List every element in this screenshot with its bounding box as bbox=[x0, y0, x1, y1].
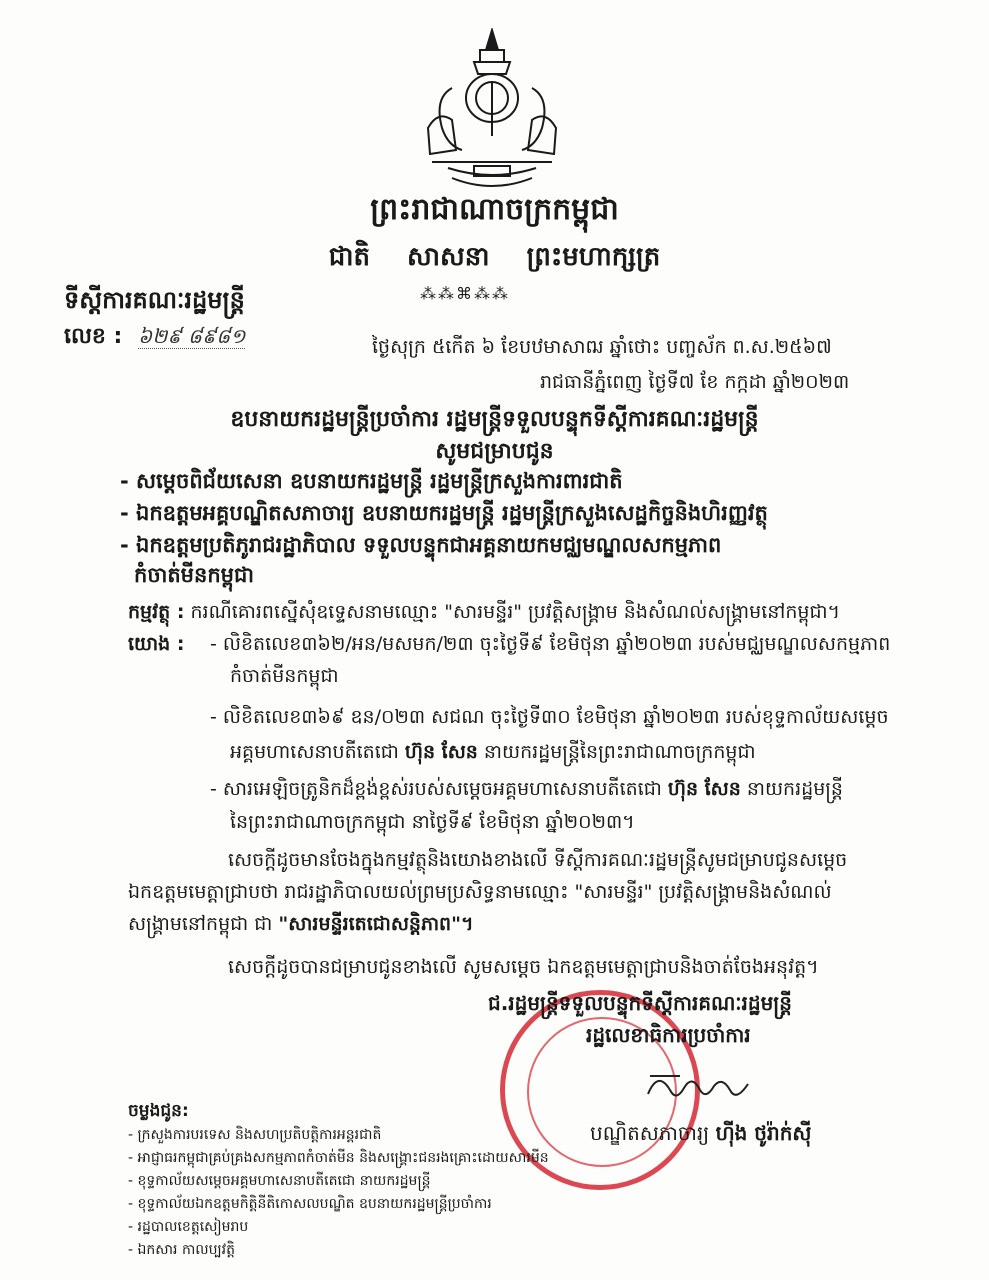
ref-label: លេខ : bbox=[64, 324, 123, 349]
cc-item: - អាជ្ញាធរកម្ពុជាគ្រប់គ្រងសកម្មភាពកំចាត់មីន និងសង្គ្រោះជនរងគ្រោះដោយសារមីន bbox=[128, 1150, 549, 1166]
reference-item-2-cont bbox=[230, 740, 756, 768]
body-paragraph-1-line-3 bbox=[128, 912, 474, 940]
cc-item: - ក្រសួងការបរទេស និងសហប្រតិបត្តិការអន្តរជាតិ bbox=[128, 1127, 382, 1143]
handwritten-signature bbox=[640, 1058, 760, 1122]
cc-item: - ខុទ្ទកាល័យសម្តេចអគ្គមហាសេនាបតីតេជោ នាយករដ្ឋមន្ត្រី bbox=[128, 1173, 431, 1189]
sender-heading: ឧបនាយករដ្ឋមន្ត្រីប្រចាំការ រដ្ឋមន្ត្រីទទួលបន្ទុកទីស្តីការគណៈរដ្ឋមន្ត្រី bbox=[230, 407, 759, 432]
ornament-divider: ⁂⁂⌘⁂⁂ bbox=[420, 284, 510, 303]
cc-item: - ឯកសារ កាលប្បវត្តិ bbox=[128, 1242, 235, 1258]
reference-item-3 bbox=[210, 777, 843, 805]
national-motto: ជាតិ សាសនា ព្រះមហាក្សត្រ bbox=[328, 242, 661, 272]
cc-item: - ខុទ្ទកាល័យឯកឧត្តមកិត្តិនីតិកោសលបណ្ឌិត ឧបនាយករដ្ឋមន្ត្រីប្រចាំការ bbox=[128, 1196, 492, 1212]
ref2-role: នាយករដ្ឋមន្ត្រីនៃព្រះរាជាណាចក្រកម្ពុជា bbox=[483, 741, 756, 763]
lunar-date: ថ្ងៃសុក្រ ៥កើត ៦ ខែបឋមាសាឍ ឆ្នាំថោះ បញ្ចស័ក ព.ស.២៥៦៧ bbox=[372, 336, 832, 358]
ref3-role: នាយករដ្ឋមន្ត្រី bbox=[746, 778, 843, 800]
museum-name: "សារមន្ទីរតេជោសន្តិភាព"។ bbox=[278, 913, 474, 935]
signatory-title-2: រដ្ឋលេខាធិការប្រចាំការ bbox=[586, 1023, 751, 1047]
ref-value: ៦២៩ ៨៩៨១ bbox=[138, 324, 246, 348]
signatory-title-1: ជ.រដ្ឋមន្ត្រីទទួលបន្ទុកទីស្តីការគណៈរដ្ឋមន្ត្រី bbox=[488, 991, 792, 1015]
reference-label: យោង : bbox=[128, 633, 185, 655]
signatory-name: ហ៊ីង ថូរ៉ាក់ស៊ី bbox=[715, 1121, 812, 1145]
reference-item-2: - លិខិតលេខ៣៦៩ ឧន/០២៣ សជណ ចុះថ្ងៃទី៣០ ខែមិថុនា ឆ្នាំ២០២៣ របស់ខុទ្ទកាល័យសម្តេច bbox=[210, 706, 889, 728]
recipient-3-cont: កំចាត់មីនកម្ពុជា bbox=[134, 563, 254, 587]
reference-item-1: - លិខិតលេខ៣៦២/អន/មសមក/២៣ ចុះថ្ងៃទី៩ ខែមិថុនា ឆ្នាំ២០២៣ របស់មជ្ឈមណ្ឌលសកម្មភាព bbox=[210, 633, 891, 655]
body-paragraph-2: សេចក្តីដូចបានជម្រាបជូនខាងលើ សូមសម្តេច ឯកឧត្តមមេត្តាជ្រាបនិងចាត់ចែងអនុវត្ត។ bbox=[228, 956, 819, 978]
cc-title: ចម្លងជូន: bbox=[128, 1101, 189, 1121]
ref2-title: អគ្គមហាសេនាបតីតេជោ bbox=[230, 741, 399, 763]
reference-number bbox=[64, 322, 245, 354]
recipient-2: - ឯកឧត្តមអគ្គបណ្ឌិតសភាចារ្យ ឧបនាយករដ្ឋមន្ត្រី រដ្ឋមន្ត្រីក្រសួងសេដ្ឋកិច្ចនិងហិរញ្ញវត្ថុ bbox=[120, 501, 768, 525]
recipient-3: - ឯកឧត្តមប្រតិភូរាជរដ្ឋាភិបាល ទទួលបន្ទុកជាអគ្គនាយកមជ្ឈមណ្ឌលសកម្មភាព bbox=[120, 533, 722, 557]
ref2-name: ហ៊ុន សែន bbox=[404, 741, 478, 763]
body-paragraph-1-line-2: ឯកឧត្តមមេត្តាជ្រាបថា រាជរដ្ឋាភិបាលយល់ព្រមប្រសិទ្ធនាមឈ្មោះ "សារមន្ទីរ" ប្រវត្តិសង្គ្រាមនិងសំណល់ bbox=[128, 881, 832, 903]
subject-text: ករណីគោរពស្នើសុំឧទ្ទេសនាមឈ្មោះ "សារមន្ទីរ" ប្រវត្តិសង្គ្រាម និងសំណល់សង្គ្រាមនៅកម្ពុជា។ bbox=[190, 601, 841, 623]
reference-item-1-cont: កំចាត់មីនកម្ពុជា bbox=[230, 665, 339, 687]
signatory-prefix: បណ្ឌិតសភាចារ្យ bbox=[590, 1121, 710, 1145]
royal-coat-of-arms bbox=[412, 28, 572, 198]
addressee-heading: សូមជម្រាបជូន bbox=[435, 439, 554, 464]
body-paragraph-1-line-1: សេចក្តីដូចមានចែងក្នុងកម្មវត្ថុនិងយោងខាងលើ ទីស្តីការគណៈរដ្ឋមន្ត្រីសូមជម្រាបជូនសម្តេច bbox=[228, 849, 848, 871]
signatory-name-line bbox=[590, 1120, 811, 1150]
subject-label: កម្មវត្ថុ : bbox=[128, 601, 185, 623]
ref3-name: ហ៊ុន សែន bbox=[667, 778, 741, 800]
cc-item: - រដ្ឋបាលខេត្តសៀមរាប bbox=[128, 1219, 249, 1235]
recipient-1: - សម្តេចពិជ័យសេនា ឧបនាយករដ្ឋមន្ត្រី រដ្ឋមន្ត្រីក្រសួងការពារជាតិ bbox=[120, 469, 623, 493]
ref3-text: - សារអេឡិចត្រូនិកដ៏ខ្ពង់ខ្ពស់របស់សម្តេចអគ្គមហាសេនាបតីតេជោ bbox=[210, 778, 662, 800]
body-text: សង្គ្រាមនៅកម្ពុជា ជា bbox=[128, 913, 279, 935]
reference-item-3-cont: នៃព្រះរាជាណាចក្រកម្ពុជា នាថ្ងៃទី៩ ខែមិថុនា ឆ្នាំ២០២៣។ bbox=[230, 811, 635, 833]
solar-date: រាជធានីភ្នំពេញ ថ្ងៃទី៧ ខែ កក្កដា ឆ្នាំ២០២៣ bbox=[540, 371, 850, 393]
subject-line bbox=[128, 600, 840, 628]
office-name: ទីស្តីការគណៈរដ្ឋមន្ត្រី bbox=[64, 286, 245, 314]
kingdom-title: ព្រះរាជាណាចក្រកម្ពុជា bbox=[370, 192, 619, 227]
